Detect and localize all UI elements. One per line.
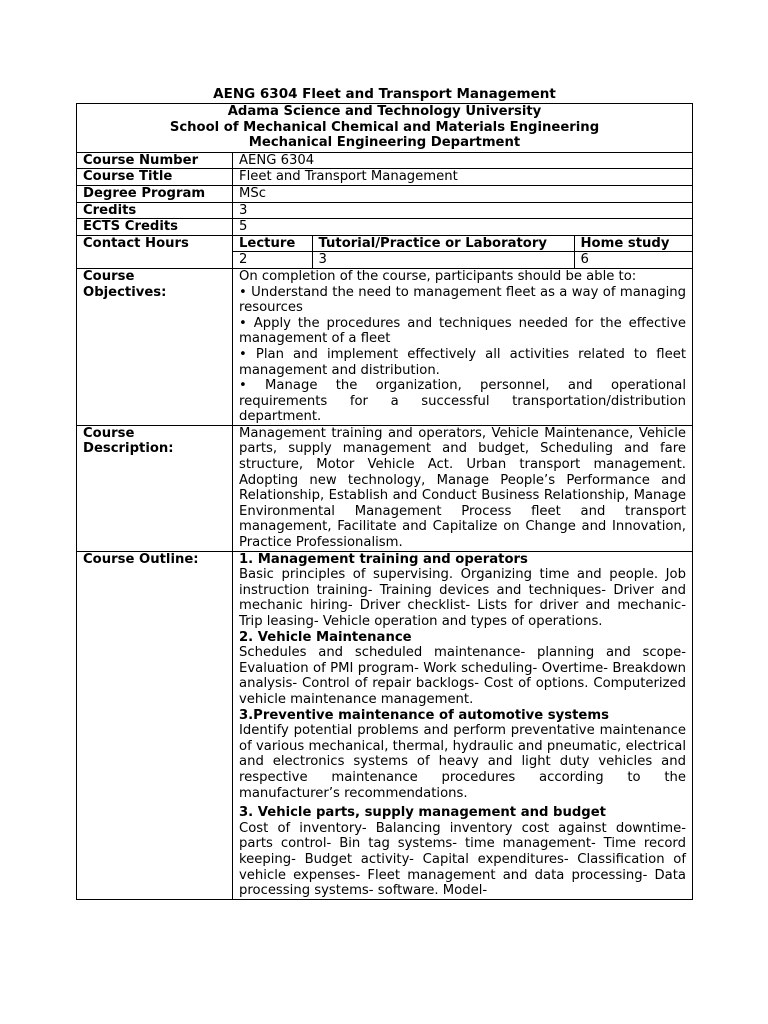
degree-program-label: Degree Program [77, 185, 233, 202]
tutorial-value: 3 [312, 252, 574, 268]
document-title: AENG 6304 Fleet and Transport Management [213, 86, 556, 102]
objective-item: • Understand the need to management fleet as a way of managing resources [239, 284, 686, 316]
ects-credits-value: 5 [233, 219, 693, 236]
home-study-header: Home study [574, 236, 692, 252]
contact-hours-cell [233, 235, 693, 268]
department-name: Mechanical Engineering Department [248, 135, 521, 151]
header-cell [77, 104, 693, 153]
row-outline [77, 551, 693, 899]
school-name: School of Mechanical Chemical and Materials Engineering [169, 119, 600, 135]
degree-program-value: MSc [233, 185, 693, 202]
objective-item: • Plan and implement effectively all activities related to fleet management and distribution. [239, 346, 686, 378]
objectives-content [233, 268, 693, 425]
outline-section-text: Basic principles of supervising. Organizing time and people. Job instruction training- Training devices and techniques- Driver and mechanic hiring- Driver checklist- Lists for driver and mechanic- Trip leasing- Vehicle operation and types of operations. [239, 567, 686, 629]
credits-value: 3 [233, 202, 693, 219]
outline-section-text: Cost of inventory- Balancing inventory cost against downtime- parts control- Bin tag systems- time management- Time record keeping- Budget activity- Capital expenditures- Classification of vehicle expenses- Fleet management and data processing- Data processing systems- software. Model- [239, 820, 686, 899]
contact-hours-label: Contact Hours [77, 235, 233, 268]
home-study-value: 6 [574, 252, 692, 268]
lecture-header: Lecture [233, 236, 312, 252]
university-name: Adama Science and Technology University [227, 104, 542, 119]
outline-content [233, 551, 693, 899]
course-title-value: Fleet and Transport Management [233, 169, 693, 186]
objectives-label-line1: Course [83, 268, 135, 284]
objective-item: • Apply the procedures and techniques needed for the effective management of a fleet [239, 315, 686, 347]
objectives-intro: On completion of the course, participants should be able to: [239, 268, 637, 284]
contact-hours-value-row [233, 252, 692, 268]
credits-label: Credits [77, 202, 233, 219]
tutorial-header: Tutorial/Practice or Laboratory [312, 236, 574, 252]
outline-section-heading: 3. Vehicle parts, supply management and budget [239, 805, 606, 821]
course-title-label: Course Title [77, 169, 233, 186]
course-table [76, 103, 693, 900]
outline-section-text: Schedules and scheduled maintenance- planning and scope- Evaluation of PMI program- Work scheduling- Overtime- Breakdown analysis- Control of repair backlogs- Cost of options. Computerized vehicle maintenance management. [239, 645, 686, 707]
description-text: Management training and operators, Vehicle Maintenance, Vehicle parts, supply management and budget, Scheduling and fare structure, Motor Vehicle Act. Urban transport management. Adopting new technology, Manage People’s Performance and Relationship, Establish and Conduct Business Relationship, Manage Environmental Management Process fleet and transport management, Facilitate and Capitalize on Change and Innovation, Practice Professionalism. [233, 425, 693, 551]
course-number-label: Course Number [77, 152, 233, 169]
description-label-line2: Description: [83, 441, 174, 457]
description-label [77, 425, 233, 551]
row-credits [77, 202, 693, 219]
objectives-label-line2: Objectives: [83, 284, 167, 300]
description-label-line1: Course [83, 425, 135, 441]
outline-section-heading: 1. Management training and operators [239, 551, 528, 567]
row-course-number [77, 152, 693, 169]
row-degree-program [77, 185, 693, 202]
objective-item: • Manage the organization, personnel, and operational requirements for a successful transportation/distribution department. [239, 378, 686, 425]
course-number-value: AENG 6304 [233, 152, 693, 169]
row-contact-hours [77, 235, 693, 268]
contact-hours-header-row [233, 236, 692, 252]
row-description [77, 425, 693, 551]
outline-label: Course Outline: [77, 551, 233, 899]
outline-section-heading: 3.Preventive maintenance of automotive systems [239, 707, 609, 723]
row-ects-credits [77, 219, 693, 236]
row-objectives [77, 268, 693, 425]
row-course-title [77, 169, 693, 186]
outline-section-text: Identify potential problems and perform preventative maintenance of various mechanical, thermal, hydraulic and pneumatic, electrical and electronics systems of heavy and light duty vehicles and respective maintenance procedures according to the manufacturer’s recommendations. [239, 723, 686, 801]
outline-section-heading: 2. Vehicle Maintenance [239, 629, 412, 645]
contact-hours-table [233, 236, 692, 268]
objectives-label [77, 268, 233, 425]
lecture-value: 2 [233, 252, 312, 268]
header-row [77, 104, 693, 153]
ects-credits-label: ECTS Credits [77, 219, 233, 236]
